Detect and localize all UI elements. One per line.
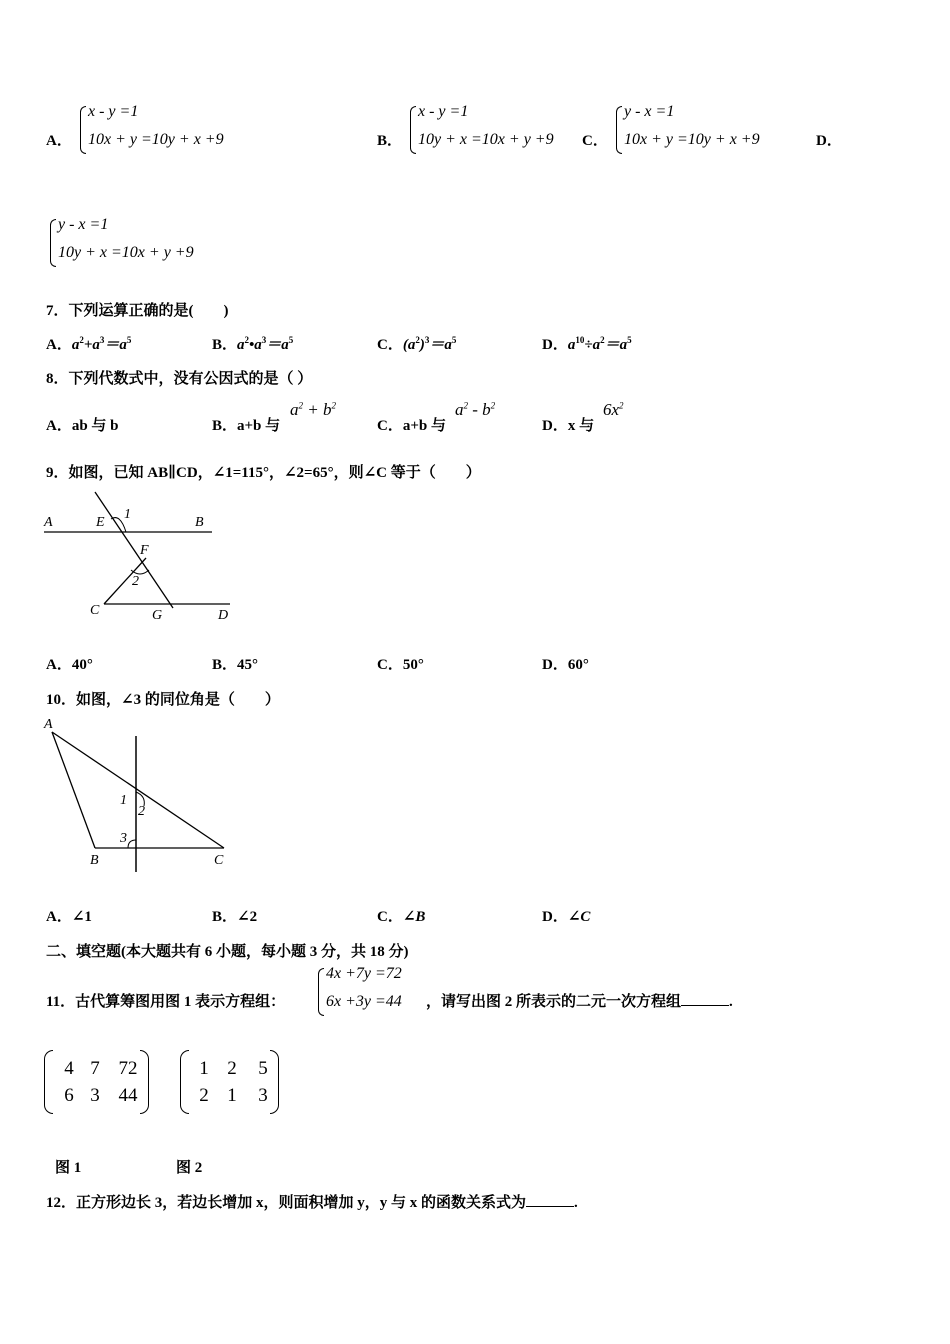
q6-option-c-label: C． — [582, 133, 608, 149]
q8-option-c-math: $a^2 - b^2$ — [455, 400, 496, 419]
q8-option-d-text: D．x 与 — [542, 418, 595, 434]
q6-a-eq2: 10x + y =10y + x +9 — [88, 131, 224, 148]
q11-answer-blank[interactable] — [681, 993, 729, 1006]
q9-option-c: C．50° — [377, 657, 424, 673]
q11-stem-post: ，请写出图 2 所表示的二元一次方程组 . — [426, 994, 733, 1010]
q10-option-d: D．∠C — [542, 909, 591, 925]
q8-stem: 8．下列代数式中，没有公因式的是（ ） — [46, 371, 313, 387]
label-1: 1 — [124, 507, 131, 522]
angle-3-arc — [128, 840, 136, 848]
q7-option-d: D．$a^{10}\div a^2=a^5$ — [542, 335, 632, 353]
q11-eq1: 4x +7y =72 — [326, 965, 402, 982]
q6-option-d-label: D． — [816, 133, 842, 149]
q9-option-b: B．45° — [212, 657, 259, 673]
label-1: 1 — [120, 793, 127, 808]
label-b: B — [90, 853, 99, 868]
q6-b-eq1: x - y =1 — [418, 103, 469, 120]
section-2-heading: 二、填空题(本大题共有 6 小题，每小题 3 分，共 18 分) — [46, 944, 409, 960]
q6-option-b-label: B． — [377, 133, 403, 149]
q10-option-a: A．∠1 — [46, 909, 92, 925]
fig-2-caption: 图 2 — [176, 1160, 203, 1176]
fig1-row-1: 4 7 72 — [64, 1058, 138, 1079]
label-2: 2 — [138, 804, 145, 819]
label-e: E — [96, 515, 105, 530]
q6-c-eq2: 10x + y =10y + x +9 — [624, 131, 760, 148]
label-b: B — [195, 515, 204, 530]
q8-option-a: A．ab 与 b — [46, 418, 119, 434]
q9-option-d: D．60° — [542, 657, 589, 673]
label-g: G — [152, 608, 163, 623]
q9-option-a: A．40° — [46, 657, 93, 673]
q7-stem: 7．下列运算正确的是( ) — [46, 303, 229, 319]
q10-option-c: C．∠B — [377, 909, 426, 925]
q9-stem: 9．如图，已知 AB∥CD，∠1=115°，∠2=65°，则∠C 等于（ ） — [46, 465, 481, 481]
q8-option-b-math: $a^2 + b^2$ — [290, 400, 336, 419]
q11-figure-1 — [44, 1048, 154, 1118]
q10-figure — [40, 712, 240, 877]
q11-stem-pre: 11．古代算筹图用图 1 表示方程组： — [46, 994, 286, 1010]
label-c: C — [90, 603, 100, 618]
fig2-row-2: 2 1 3 — [199, 1085, 268, 1106]
q6-option-a-label: A． — [46, 133, 72, 149]
label-f: F — [140, 543, 149, 558]
q6-c-eq1: y - x =1 — [624, 103, 675, 120]
fig2-row-1: 1 2 5 — [199, 1058, 268, 1079]
q11-eq2: 6x +3y =44 — [326, 993, 402, 1010]
label-2: 2 — [132, 574, 139, 589]
fig-1-caption: 图 1 — [55, 1160, 82, 1176]
q7-option-c: C．$(a^2)^3=a^5$ — [377, 335, 457, 353]
label-3: 3 — [120, 831, 127, 846]
label-d: D — [218, 608, 229, 623]
label-a: A — [44, 515, 53, 530]
q10-stem: 10．如图，∠3 的同位角是（ ） — [46, 692, 280, 708]
q6-d-eq1: y - x =1 — [58, 216, 109, 233]
side-ac — [52, 732, 224, 848]
q10-option-b: B．∠2 — [212, 909, 258, 925]
side-ab — [52, 732, 95, 848]
q12-answer-blank[interactable] — [526, 1194, 574, 1207]
q9-figure — [40, 488, 240, 628]
q7-option-b: B．$a^2•a^3=a^5$ — [212, 335, 294, 353]
line-fc — [104, 558, 146, 604]
q8-option-b-text: B．a+b 与 — [212, 418, 281, 434]
q11-figure-2 — [180, 1048, 285, 1118]
label-a: A — [44, 717, 53, 732]
transversal-line — [95, 492, 173, 608]
q6-a-eq1: x - y =1 — [88, 103, 139, 120]
q6-d-eq2: 10y + x =10x + y +9 — [58, 244, 194, 261]
label-c: C — [214, 853, 224, 868]
q7-option-a: A．$a^2+a^3=a^5$ — [46, 335, 132, 353]
q12-stem: 12．正方形边长 3，若边长增加 x，则面积增加 y，y 与 x 的函数关系式为 . — [46, 1195, 578, 1211]
q6-b-eq2: 10y + x =10x + y +9 — [418, 131, 554, 148]
fig1-row-2: 6 3 44 — [64, 1085, 138, 1106]
q8-option-d-math: $6x^2$ — [603, 400, 624, 419]
q8-option-c-text: C．a+b 与 — [377, 418, 446, 434]
